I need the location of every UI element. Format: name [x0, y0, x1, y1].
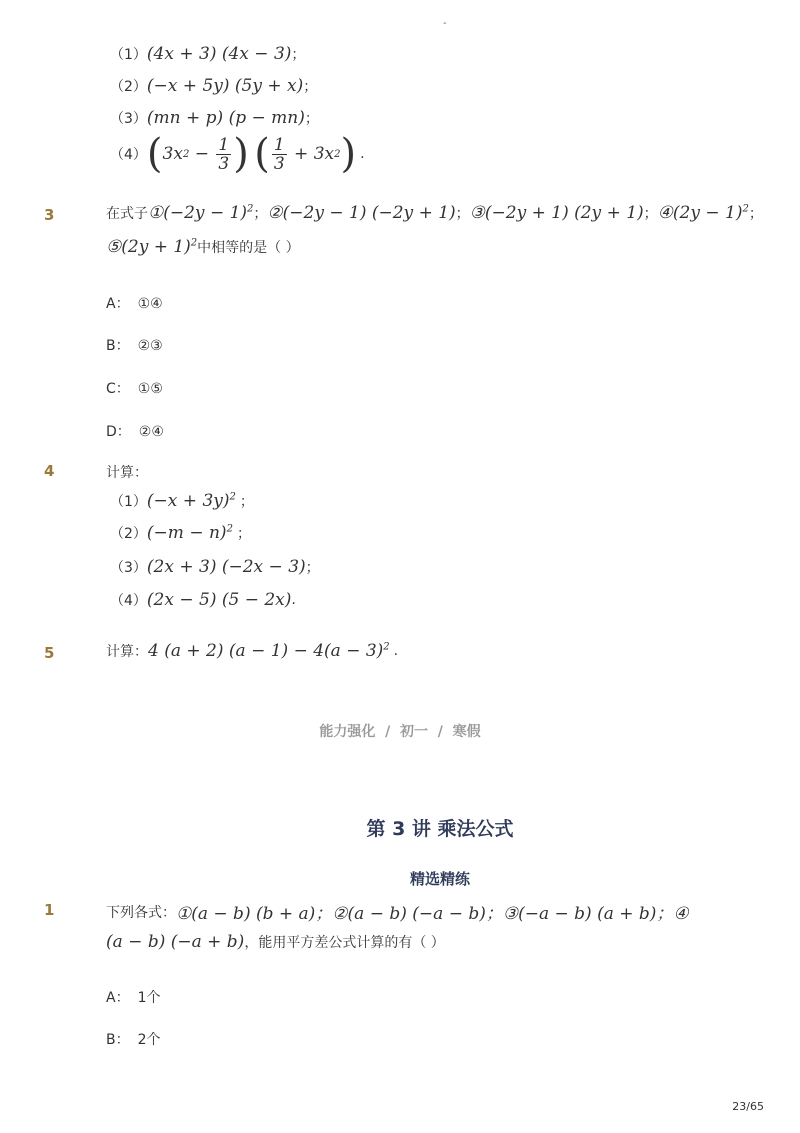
- separator: ；: [643, 206, 658, 222]
- problem-number: 4: [44, 462, 55, 480]
- separator: ；: [748, 206, 763, 222]
- expr-3: ③(−2y + 1) (2y + 1): [469, 203, 644, 223]
- problem-text: ，能用平方差公式计算的有（ ）: [244, 935, 445, 951]
- part-end: .: [360, 146, 365, 162]
- problem4-part-2: [110, 523, 251, 543]
- option-label: C：: [106, 381, 130, 397]
- problem-number: 5: [44, 644, 55, 662]
- problem-text: 下列各式：: [106, 904, 176, 921]
- option-a[interactable]: [106, 987, 161, 1007]
- part-end: ；: [305, 560, 320, 576]
- part-label: （2）: [110, 526, 147, 542]
- option-text: ②④: [138, 424, 164, 440]
- part-label: （4）: [110, 147, 147, 163]
- expr: (a − b) (−a + b): [106, 932, 245, 952]
- new-problem1-line1: [106, 899, 689, 924]
- prev-part-1: [110, 44, 305, 64]
- option-label: A：: [106, 296, 130, 312]
- part-label: （3）: [110, 560, 147, 576]
- option-label: B：: [106, 1032, 130, 1048]
- problem4-part-4: [110, 590, 296, 610]
- breadcrumb: 能力强化 / 初一 / 寒假: [319, 724, 481, 740]
- option-text: ①④: [137, 296, 163, 312]
- part-label: （1）: [110, 494, 147, 510]
- part-expr-fraction: ( 3x 2 − $\frac{1}{3}$ ) ( $\frac{1}{3}$ + 3x 2 ): [146, 131, 357, 177]
- problem-number: 3: [44, 206, 55, 224]
- part-expr: $(-x + 3y)^2$: [146, 491, 236, 511]
- part-end: ；: [291, 47, 306, 63]
- prev-part-4: [110, 131, 365, 177]
- part-end: ；: [239, 494, 254, 510]
- problem3-line2: [106, 237, 300, 257]
- part-expr: (2x + 3) (−2x − 3): [146, 557, 306, 577]
- option-b[interactable]: [106, 335, 163, 355]
- part-end: ；: [304, 111, 319, 127]
- option-c[interactable]: [106, 378, 163, 398]
- option-text: ②③: [137, 338, 163, 354]
- option-text: ①⑤: [137, 381, 163, 397]
- prev-part-2: [110, 76, 317, 96]
- option-b[interactable]: [106, 1029, 161, 1049]
- part-label: （4）: [110, 593, 147, 609]
- part-end: .: [291, 592, 296, 608]
- top-mark: -: [443, 18, 447, 29]
- problem4-part-1: [110, 491, 254, 511]
- option-text: 1个: [137, 990, 161, 1006]
- problem3-line1: [106, 203, 763, 223]
- part-expr: (2x − 5) (5 − 2x): [146, 590, 292, 610]
- separator: ；: [253, 206, 268, 222]
- part-expr: (−x + 5y) (5y + x): [146, 76, 304, 96]
- expr-5: ⑤(2y + 1)$^2$: [106, 237, 198, 257]
- problem4-intro: 计算：: [106, 465, 148, 481]
- part-expr: (mn + p) (p − mn): [146, 108, 305, 128]
- part-expr: $(-m - n)^2$: [146, 523, 233, 543]
- expr-4: ④(2y − 1)$^2$: [657, 203, 749, 223]
- problem-text: 中相等的是（ ）: [197, 240, 300, 256]
- new-problem1-line2: [106, 932, 445, 952]
- option-text: 2个: [137, 1032, 161, 1048]
- separator: ；: [455, 206, 470, 222]
- section-title: 精选精练: [409, 870, 470, 888]
- problem-text: 在式子: [106, 206, 148, 222]
- expr-1: ①(−2y − 1)$^2$: [148, 203, 254, 223]
- problem4-part-3: [110, 557, 320, 577]
- part-label: （3）: [110, 111, 147, 127]
- option-d[interactable]: [106, 421, 164, 441]
- option-label: B：: [106, 338, 130, 354]
- page-number: 23/65: [732, 1100, 764, 1113]
- option-a[interactable]: [106, 293, 163, 313]
- part-end: ；: [303, 79, 318, 95]
- chapter-title: 第 3 讲 乘法公式: [366, 818, 514, 840]
- expr: 4 (a + 2) $(a - 1) - 4(a - 3)^2$: [148, 641, 390, 661]
- option-label: D：: [106, 424, 131, 440]
- problem-number: 1: [44, 901, 55, 919]
- expr: ①(a − b) (b + a)；②(a − b) (−a − b)；③(−a − b) (a + b)；④: [176, 904, 689, 924]
- part-expr: (4x + 3) (4x − 3): [146, 44, 292, 64]
- part-label: （2）: [110, 79, 147, 95]
- expr-2: ②(−2y − 1) (−2y + 1): [267, 203, 456, 223]
- part-end: ；: [236, 526, 251, 542]
- expr-end: .: [393, 643, 399, 659]
- problem5-line: [106, 641, 398, 661]
- part-label: （1）: [110, 47, 147, 63]
- problem-text: 计算：: [106, 644, 148, 660]
- option-label: A：: [106, 990, 130, 1006]
- prev-part-3: [110, 108, 319, 128]
